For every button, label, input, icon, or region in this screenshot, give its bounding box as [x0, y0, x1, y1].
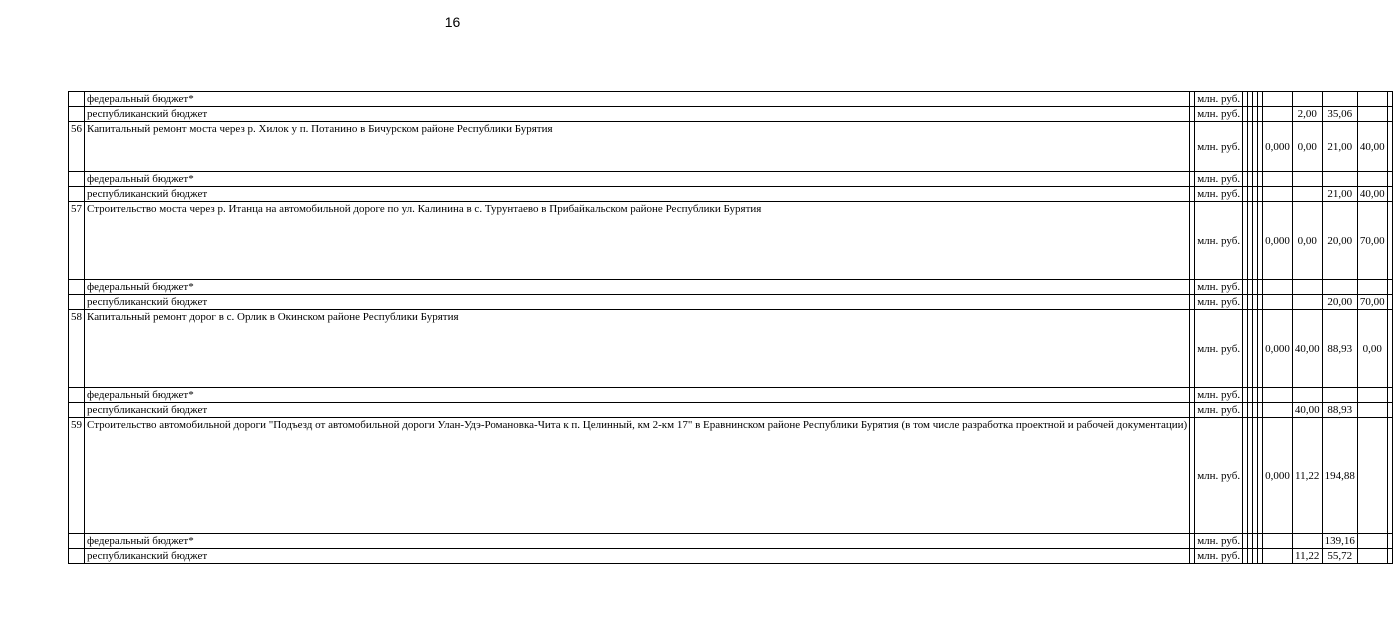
row-description: Капитальный ремонт дорог в с. Орлик в Окинском районе Республики Бурятия	[85, 310, 1190, 388]
value-cell	[1263, 295, 1293, 310]
value-cell	[1387, 295, 1392, 310]
table-row-subtotal	[69, 187, 1393, 202]
value-cell: 40,00	[1292, 310, 1322, 388]
table-row-item	[69, 310, 1393, 388]
table-row-subtotal	[69, 388, 1393, 403]
value-cell: 0,000	[1263, 418, 1293, 534]
value-cell: 0,00	[1292, 122, 1322, 172]
unit-cell: млн. руб.	[1195, 388, 1243, 403]
value-cell: 88,93	[1322, 403, 1357, 418]
table-row-subtotal	[69, 92, 1393, 107]
value-cell: 55,72	[1322, 549, 1357, 564]
value-cell: 20,00	[1322, 202, 1357, 280]
value-cell	[1387, 388, 1392, 403]
row-description: Капитальный ремонт моста через р. Хилок у п. Потанино в Бичурском районе Республики Бурятия	[85, 122, 1190, 172]
value-cell	[1387, 107, 1392, 122]
unit-cell: млн. руб.	[1195, 280, 1243, 295]
unit-cell: млн. руб.	[1195, 310, 1243, 388]
value-cell: 70,00	[1357, 202, 1387, 280]
value-cell	[1263, 172, 1293, 187]
row-number	[69, 172, 85, 187]
budget-table	[68, 91, 1393, 564]
value-cell: 0,000	[1263, 310, 1293, 388]
value-cell: 11,22	[1292, 549, 1322, 564]
value-cell	[1263, 280, 1293, 295]
value-cell	[1387, 187, 1392, 202]
unit-cell: млн. руб.	[1195, 403, 1243, 418]
value-cell	[1387, 202, 1392, 280]
unit-cell: млн. руб.	[1195, 295, 1243, 310]
unit-cell: млн. руб.	[1195, 122, 1243, 172]
value-cell	[1387, 534, 1392, 549]
unit-cell: млн. руб.	[1195, 172, 1243, 187]
row-number: 58	[69, 310, 85, 388]
row-description: Строительство моста через р. Итанца на автомобильной дороге по ул. Калинина в с. Турунтаево в Прибайкальском районе Республики Бурятия	[85, 202, 1190, 280]
value-cell	[1292, 172, 1322, 187]
value-cell	[1322, 92, 1357, 107]
table-row-item	[69, 418, 1393, 534]
value-cell	[1322, 172, 1357, 187]
value-cell	[1357, 534, 1387, 549]
value-cell	[1292, 92, 1322, 107]
unit-cell: млн. руб.	[1195, 549, 1243, 564]
value-cell	[1387, 418, 1392, 534]
unit-cell: млн. руб.	[1195, 107, 1243, 122]
value-cell: 70,00	[1357, 295, 1387, 310]
row-number: 57	[69, 202, 85, 280]
row-description: республиканский бюджет	[85, 403, 1190, 418]
row-description: республиканский бюджет	[85, 107, 1190, 122]
row-number: 56	[69, 122, 85, 172]
table-row-subtotal	[69, 403, 1393, 418]
table-row-subtotal	[69, 295, 1393, 310]
value-cell	[1357, 549, 1387, 564]
value-cell	[1387, 310, 1392, 388]
value-cell	[1292, 388, 1322, 403]
table-row-item	[69, 122, 1393, 172]
row-number	[69, 107, 85, 122]
value-cell	[1292, 280, 1322, 295]
value-cell: 88,93	[1322, 310, 1357, 388]
row-number: 59	[69, 418, 85, 534]
unit-cell: млн. руб.	[1195, 92, 1243, 107]
row-description: республиканский бюджет	[85, 549, 1190, 564]
row-number	[69, 280, 85, 295]
value-cell	[1387, 280, 1392, 295]
value-cell: 0,00	[1292, 202, 1322, 280]
value-cell: 40,00	[1357, 187, 1387, 202]
value-cell	[1387, 122, 1392, 172]
value-cell: 40,00	[1357, 122, 1387, 172]
row-description: федеральный бюджет*	[85, 92, 1190, 107]
value-cell: 0,000	[1263, 122, 1293, 172]
unit-cell: млн. руб.	[1195, 187, 1243, 202]
value-cell	[1292, 534, 1322, 549]
value-cell: 21,00	[1322, 187, 1357, 202]
value-cell	[1263, 549, 1293, 564]
value-cell	[1322, 388, 1357, 403]
unit-cell: млн. руб.	[1195, 202, 1243, 280]
value-cell	[1387, 403, 1392, 418]
value-cell	[1292, 187, 1322, 202]
table-row-subtotal	[69, 534, 1393, 549]
value-cell	[1357, 388, 1387, 403]
value-cell: 21,00	[1322, 122, 1357, 172]
value-cell	[1263, 187, 1293, 202]
value-cell: 11,22	[1292, 418, 1322, 534]
value-cell	[1357, 92, 1387, 107]
row-description: республиканский бюджет	[85, 295, 1190, 310]
row-description: федеральный бюджет*	[85, 534, 1190, 549]
row-number	[69, 549, 85, 564]
unit-cell: млн. руб.	[1195, 418, 1243, 534]
row-description: федеральный бюджет*	[85, 172, 1190, 187]
value-cell: 2,00	[1292, 107, 1322, 122]
value-cell	[1263, 92, 1293, 107]
unit-cell: млн. руб.	[1195, 534, 1243, 549]
value-cell	[1263, 403, 1293, 418]
value-cell	[1263, 107, 1293, 122]
row-description: Строительство автомобильной дороги "Подъезд от автомобильной дороги Улан-Удэ-Романовка-Чита к п. Целинный, км 2-км 17" в Еравнинском районе Республики Бурятия (в том числе разработка проектной и рабочей документации)	[85, 418, 1190, 534]
value-cell: 20,00	[1322, 295, 1357, 310]
value-cell	[1357, 403, 1387, 418]
value-cell: 35,06	[1322, 107, 1357, 122]
table-row-subtotal	[69, 172, 1393, 187]
value-cell	[1357, 418, 1387, 534]
row-number	[69, 295, 85, 310]
row-description: республиканский бюджет	[85, 187, 1190, 202]
row-description: федеральный бюджет*	[85, 388, 1190, 403]
value-cell	[1263, 534, 1293, 549]
value-cell	[1263, 388, 1293, 403]
table-row-subtotal	[69, 107, 1393, 122]
row-number	[69, 403, 85, 418]
value-cell	[1387, 92, 1392, 107]
value-cell	[1387, 172, 1392, 187]
table-row-item	[69, 202, 1393, 280]
value-cell: 194,88	[1322, 418, 1357, 534]
value-cell: 0,00	[1357, 310, 1387, 388]
row-description: федеральный бюджет*	[85, 280, 1190, 295]
page-number: 16	[444, 14, 461, 30]
table-row-subtotal	[69, 280, 1393, 295]
value-cell	[1357, 172, 1387, 187]
row-number	[69, 187, 85, 202]
value-cell	[1322, 280, 1357, 295]
row-number	[69, 388, 85, 403]
value-cell: 40,00	[1292, 403, 1322, 418]
value-cell	[1292, 295, 1322, 310]
value-cell	[1357, 107, 1387, 122]
row-number	[69, 92, 85, 107]
value-cell: 0,000	[1263, 202, 1293, 280]
table-row-subtotal	[69, 549, 1393, 564]
value-cell: 139,16	[1322, 534, 1357, 549]
row-number	[69, 534, 85, 549]
value-cell	[1387, 549, 1392, 564]
value-cell	[1357, 280, 1387, 295]
